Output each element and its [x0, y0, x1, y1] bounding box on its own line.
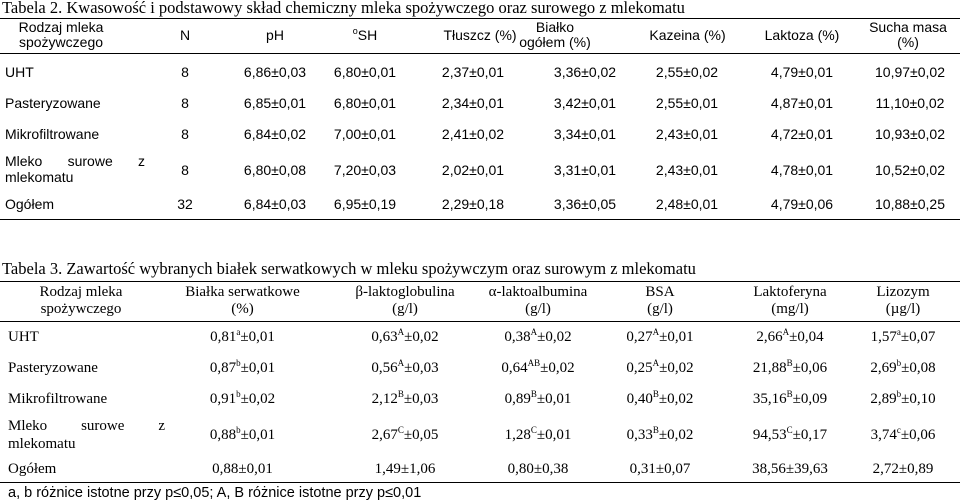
cell-dry: 10,88±0,25	[875, 196, 945, 212]
cell-lactose: 4,79±0,06	[770, 196, 834, 212]
table3-footnote: a, b różnice istotne przy p≤0,05; A, B różnice istotne przy p≤0,01	[8, 485, 422, 501]
table3-caption: Tabela 3. Zawartość wybranych białek serwatkowych w mleku spożywczym oraz surowym z mlekomatu	[2, 259, 696, 278]
table2-rule-header	[0, 53, 960, 54]
cell-blg: $2,67^C\pm 0,05$	[371, 425, 439, 443]
row-label: Mleko surowe z mlekomatu	[8, 418, 165, 452]
cell-lz: 2,72±0,89	[872, 461, 934, 477]
table3-header-type: Rodzaj mleka spożywczego	[39, 284, 123, 317]
cell-n: 8	[181, 64, 189, 80]
cell-lz: 1,57$^a$±0,07	[870, 327, 936, 345]
cell-lactose: 4,87±0,01	[770, 95, 834, 111]
cell-casein: 2,55±0,01	[655, 95, 719, 111]
cell-lf: 38,56±39,63	[752, 461, 828, 477]
cell-ala: $0,64^{AB}\pm 0,02$	[501, 358, 575, 376]
cell-ph: 6,80±0,08	[243, 162, 307, 178]
cell-n: 8	[181, 95, 189, 111]
cell-dry: 10,52±0,02	[875, 162, 945, 178]
cell-sh: 6,80±0,01	[333, 64, 397, 80]
row-label: Mikrofiltrowane	[5, 126, 100, 142]
cell-ph: 6,84±0,03	[243, 196, 307, 212]
table3-header-blg: β-laktoglobulina (g/l)	[355, 284, 455, 317]
cell-ala: $0,89^B\pm 0,01$	[504, 389, 572, 407]
table3-rule-top	[0, 281, 960, 282]
cell-blg: $2,12^B\pm 0,03$	[371, 389, 439, 407]
cell-fat: 2,34±0,01	[441, 95, 505, 111]
cell-bsa: 0,31±0,07	[629, 461, 691, 477]
cell-whey: 0,87$^b$±0,01	[209, 358, 276, 376]
table2-header-ph: pH	[266, 27, 284, 43]
cell-bsa: $0,33^B\pm 0,02$	[626, 425, 694, 443]
table2-header-sh: $^o$SH	[352, 26, 378, 43]
table2-header-lactose: Laktoza (%)	[764, 27, 840, 43]
table2-rule-top	[0, 18, 960, 19]
cell-lf: $2,66^A\pm 0,04$	[756, 327, 824, 345]
cell-ph: 6,84±0,02	[243, 126, 307, 142]
table3-header-lz: Lizozym (µg/l)	[876, 284, 930, 317]
row-label: Mikrofiltrowane	[8, 391, 108, 407]
row-label: UHT	[5, 64, 34, 80]
cell-n: 8	[181, 126, 189, 142]
cell-protein: 3,36±0,02	[553, 64, 617, 80]
table2-header-type: Rodzaj mleka spożywczego	[18, 19, 104, 50]
row-label: Ogółem	[8, 461, 57, 477]
cell-casein: 2,48±0,01	[655, 196, 719, 212]
table2-caption: Tabela 2. Kwasowość i podstawowy skład chemiczny mleka spożywczego oraz surowego z mlekomatu	[2, 0, 685, 17]
cell-sh: 7,00±0,01	[333, 126, 397, 142]
cell-ala: $0,38^A\pm 0,02$	[504, 327, 572, 345]
cell-dry: 10,97±0,02	[875, 64, 945, 80]
cell-fat: 2,29±0,18	[441, 196, 505, 212]
table2-header-fat: Tłuszcz (%)	[443, 27, 517, 43]
cell-protein: 3,31±0,01	[553, 162, 617, 178]
cell-whey: 0,88$^b$±0,01	[209, 425, 276, 443]
cell-lf: $94,53^C\pm 0,17$	[752, 425, 828, 443]
table3-header-whey: Białka serwatkowe (%)	[185, 284, 300, 317]
cell-sh: 7,20±0,03	[333, 162, 397, 178]
cell-protein: 3,36±0,05	[553, 196, 617, 212]
table3-rule-header	[0, 321, 960, 322]
cell-sh: 6,95±0,19	[333, 196, 397, 212]
row-label: Mleko surowe z mlekomatu	[5, 153, 145, 185]
cell-protein: 3,34±0,01	[553, 126, 617, 142]
cell-casein: 2,43±0,01	[655, 162, 719, 178]
table2-rule-bottom	[0, 219, 960, 220]
cell-n: 32	[177, 196, 193, 212]
cell-protein: 3,42±0,01	[553, 95, 617, 111]
cell-fat: 2,37±0,01	[441, 64, 505, 80]
cell-blg: 1,49±1,06	[374, 461, 436, 477]
cell-ph: 6,86±0,03	[243, 64, 307, 80]
table3-rule-bottom	[0, 482, 960, 483]
row-label: UHT	[8, 329, 39, 345]
row-label: Ogółem	[5, 196, 55, 212]
table2-header-dry: Sucha masa (%)	[869, 19, 947, 50]
cell-ph: 6,85±0,01	[243, 95, 307, 111]
table3-header-ala: α-laktoalbumina (g/l)	[488, 284, 588, 317]
cell-whey: 0,81$^a$±0,01	[210, 327, 275, 345]
table2-header-protein: Białko ogółem (%)	[519, 19, 591, 50]
cell-fat: 2,02±0,01	[441, 162, 505, 178]
cell-bsa: $0,25^A\pm 0,02$	[626, 358, 694, 376]
table3-header-lf: Laktoferyna (mg/l)	[753, 284, 827, 317]
cell-whey: 0,88±0,01	[212, 461, 273, 477]
cell-lz: 2,89$^b$±0,10	[870, 389, 936, 407]
cell-lactose: 4,78±0,01	[770, 162, 834, 178]
cell-whey: 0,91$^b$±0,02	[209, 389, 276, 407]
cell-lf: $21,88^B\pm 0,06$	[752, 358, 828, 376]
cell-ala: 0,80±0,38	[507, 461, 569, 477]
cell-fat: 2,41±0,02	[441, 126, 505, 142]
row-label: Pasteryzowane	[5, 95, 101, 111]
cell-casein: 2,55±0,02	[655, 64, 719, 80]
cell-lactose: 4,72±0,01	[770, 126, 834, 142]
row-label: Pasteryzowane	[8, 360, 98, 376]
cell-bsa: $0,40^B\pm 0,02$	[626, 389, 694, 407]
table3-header-bsa: BSA (g/l)	[645, 284, 675, 317]
cell-ala: $1,28^C\pm 0,01$	[504, 425, 572, 443]
cell-n: 8	[181, 162, 189, 178]
cell-blg: $0,63^A\pm 0,02$	[371, 327, 439, 345]
cell-bsa: $0,27^A\pm 0,01$	[626, 327, 694, 345]
cell-dry: 10,93±0,02	[875, 126, 945, 142]
cell-lf: $35,16^B\pm 0,09$	[752, 389, 828, 407]
cell-dry: 11,10±0,02	[875, 95, 945, 111]
cell-lz: 3,74$^c$±0,06	[870, 425, 936, 443]
cell-blg: $0,56^A\pm 0,03$	[371, 358, 439, 376]
cell-casein: 2,43±0,01	[655, 126, 719, 142]
cell-lactose: 4,79±0,01	[770, 64, 834, 80]
table2-header-n: N	[179, 27, 191, 43]
table2-header-casein: Kazeina (%)	[649, 27, 726, 43]
cell-lz: 2,69$^b$±0,08	[870, 358, 936, 376]
cell-sh: 6,80±0,01	[333, 95, 397, 111]
